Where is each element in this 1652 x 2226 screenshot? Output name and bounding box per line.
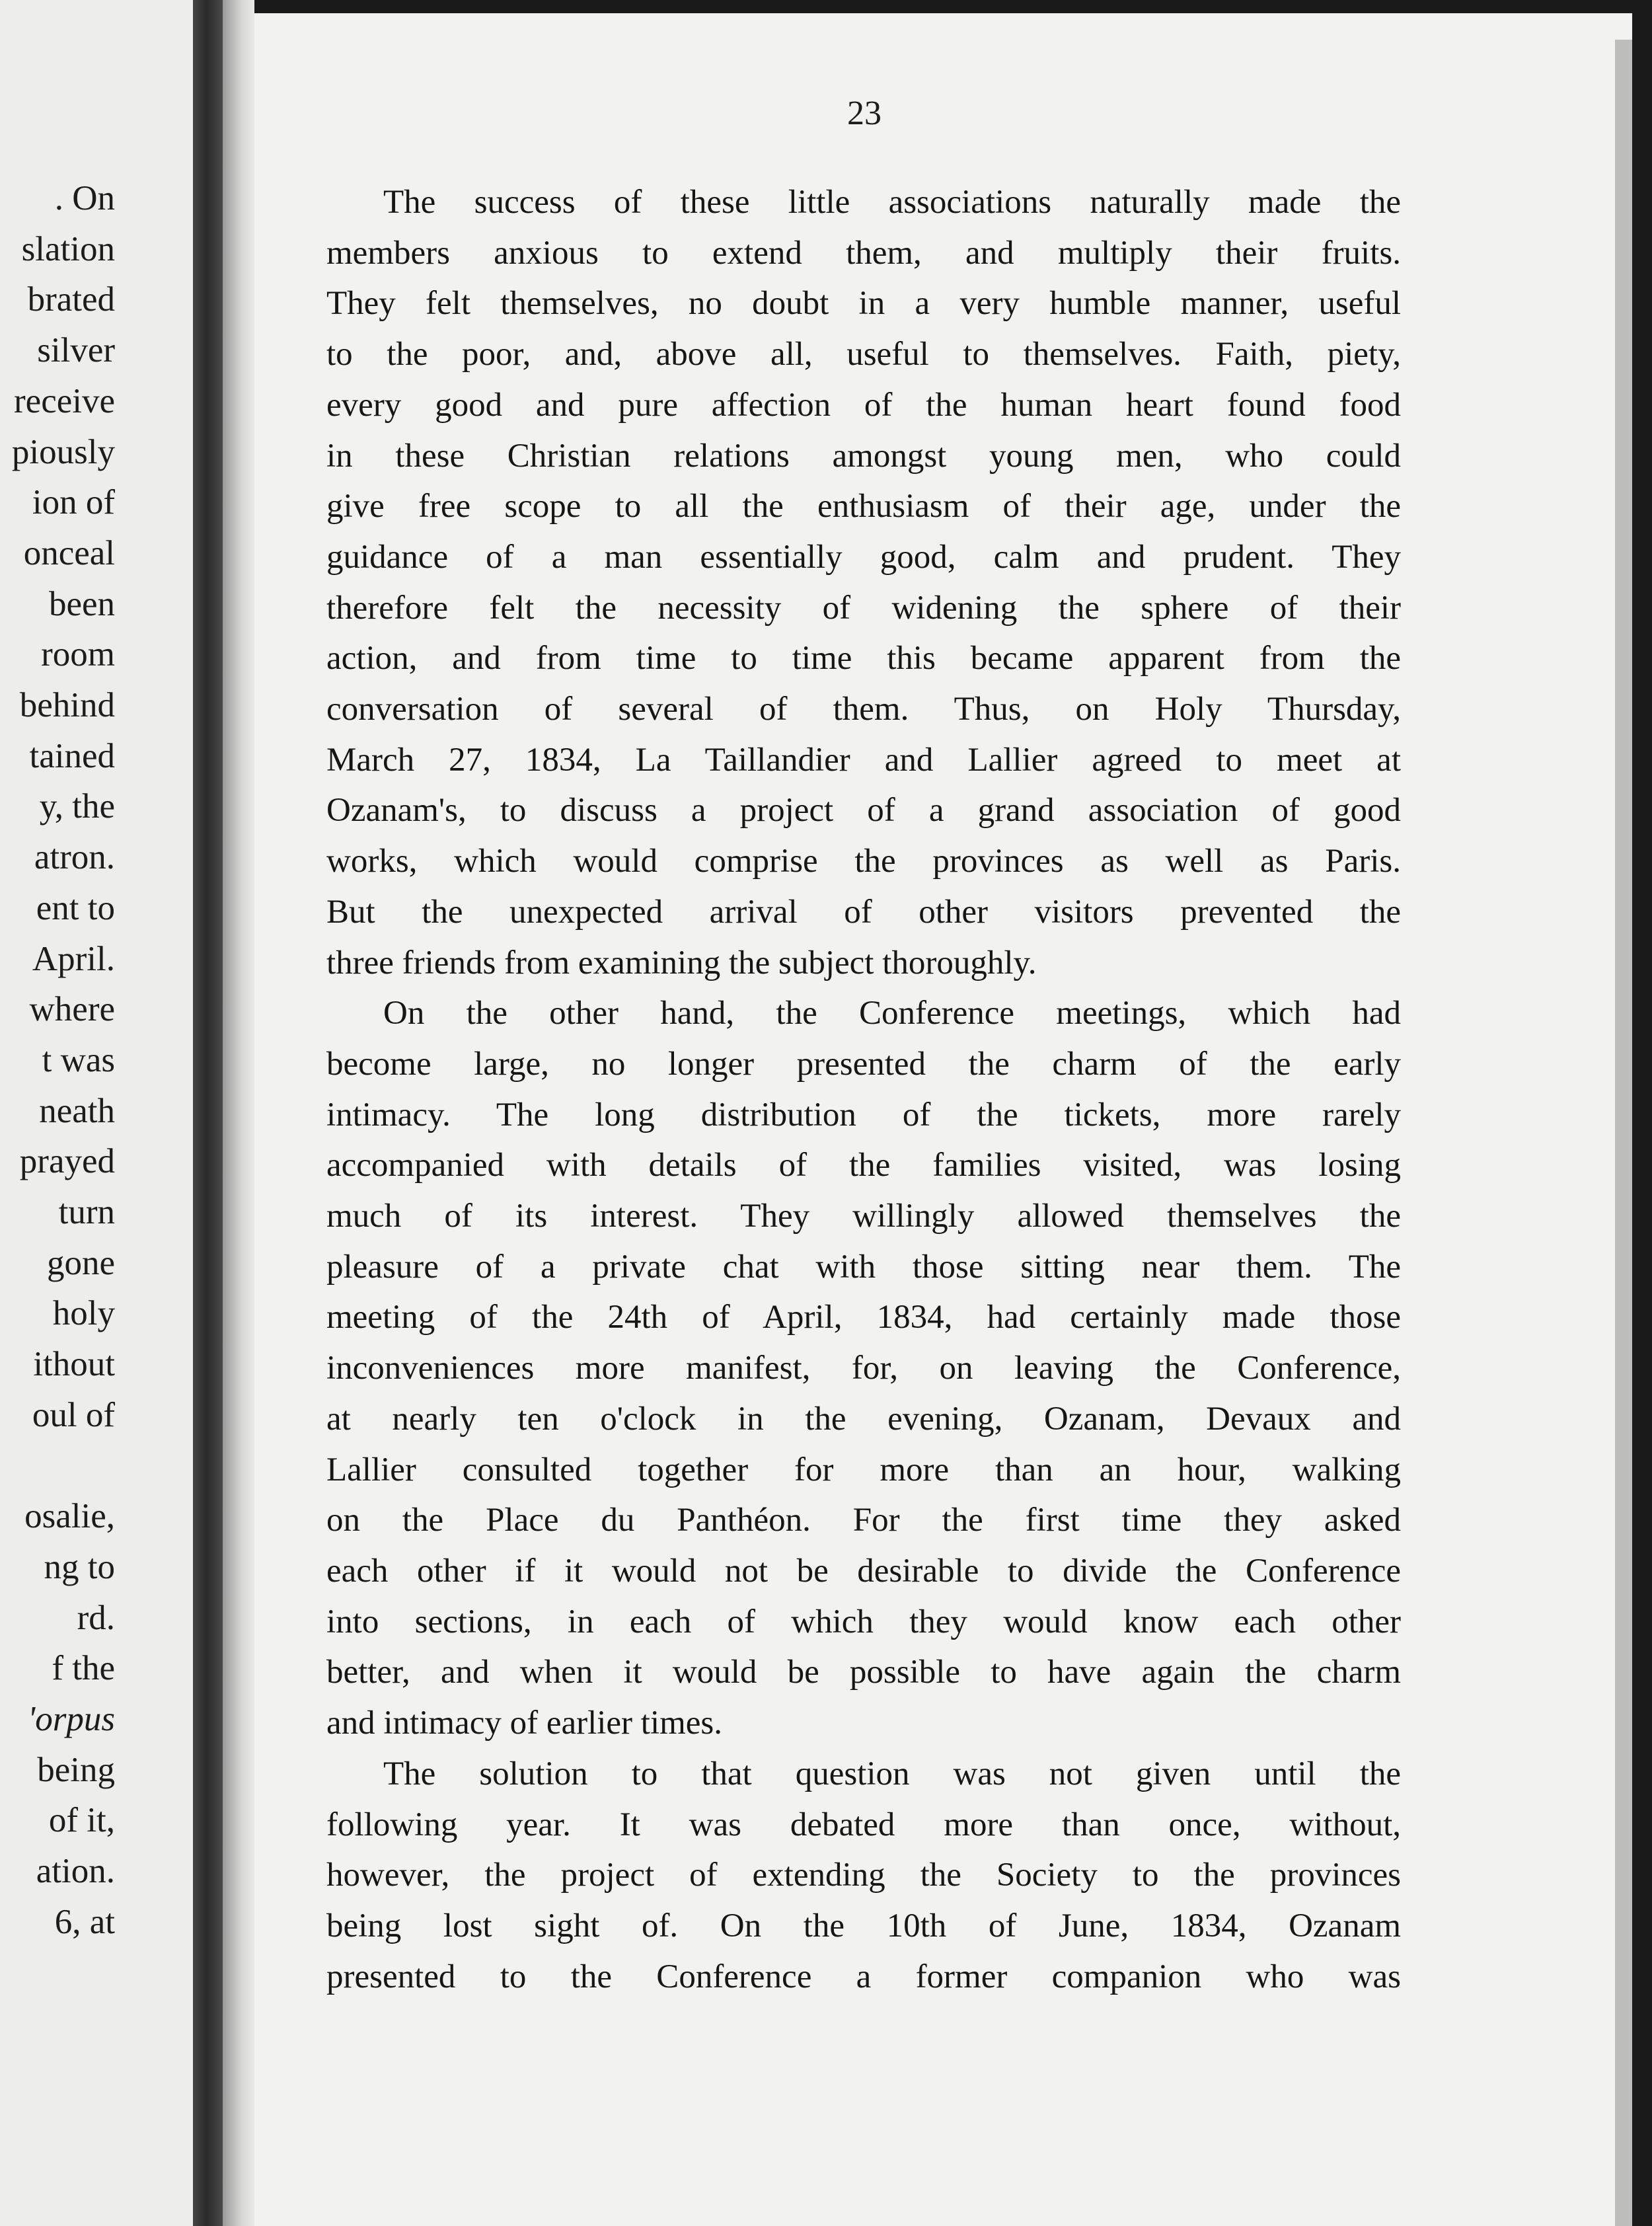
left-page-line: where (29, 990, 115, 1029)
page-edge (1615, 40, 1632, 2226)
left-page-line: ithout (33, 1345, 115, 1384)
text-line: every good and pure affection of the human heart found food (326, 386, 1401, 424)
text-line: into sections, in each of which they would know each other (326, 1603, 1401, 1640)
left-page-line: silver (37, 331, 115, 370)
text-line: better, and when it would be possible to have again the charm (326, 1654, 1401, 1691)
text-line: The solution to that question was not given until the (383, 1755, 1401, 1792)
left-page-line: been (48, 584, 115, 623)
left-page-line: turn (58, 1193, 115, 1232)
left-page-line: prayed (19, 1142, 115, 1181)
page-fold-shadow (223, 0, 254, 2226)
left-page-line: ion of (32, 483, 115, 522)
text-line: to the poor, and, above all, useful to themselves. Faith, piety, (326, 336, 1401, 373)
text-line: works, which would comprise the provinces as well as Paris. (326, 843, 1401, 880)
text-line: at nearly ten o'clock in the evening, Ozanam, Devaux and (326, 1400, 1401, 1438)
left-page-line: y, the (39, 787, 115, 826)
left-page-line: . On (54, 179, 115, 217)
text-line: accompanied with details of the families visited, was losing (326, 1147, 1401, 1184)
left-page-line: tained (29, 736, 115, 775)
left-page-line: ation. (36, 1852, 115, 1891)
left-page-line: f the (52, 1649, 115, 1688)
paragraph (326, 177, 1401, 988)
left-page-line: ent to (36, 888, 115, 927)
left-page-line: osalie, (24, 1497, 115, 1536)
text-line: give free scope to all the enthusiasm of their age, under the (326, 488, 1401, 525)
left-page-line: neath (39, 1091, 115, 1130)
left-page-line: ng to (44, 1547, 115, 1586)
left-page-line: holy (52, 1294, 115, 1333)
text-line: The success of these little associations naturally made the (383, 184, 1401, 221)
text-line: become large, no longer presented the charm of the early (326, 1045, 1401, 1083)
left-page-line: slation (21, 229, 115, 268)
paragraph (326, 988, 1401, 1749)
left-page-line: oul of (32, 1395, 115, 1434)
left-page-line: 6, at (54, 1902, 115, 1941)
text-line: guidance of a man essentially good, calm and prudent. They (326, 538, 1401, 576)
text-line: Ozanam's, to discuss a project of a grand association of good (326, 792, 1401, 829)
text-line: March 27, 1834, La Taillandier and Lallier agreed to meet at (326, 741, 1401, 779)
text-line: following year. It was debated more than once, without, (326, 1806, 1401, 1843)
text-line: inconveniences more manifest, for, on leaving the Conference, (326, 1350, 1401, 1387)
text-line: in these Christian relations amongst young men, who could (326, 437, 1401, 475)
text-line: meeting of the 24th of April, 1834, had certainly made those (326, 1299, 1401, 1336)
text-line: intimacy. The long distribution of the tickets, more rarely (326, 1096, 1401, 1133)
left-page-line: brated (27, 280, 115, 319)
text-line: three friends from examining the subject thoroughly. (326, 944, 1037, 981)
text-line: each other if it would not be desirable to divide the Conference (326, 1552, 1401, 1590)
left-page-line: behind (19, 686, 115, 725)
left-page (0, 0, 193, 2226)
left-page-line: 'orpus (27, 1700, 115, 1739)
text-line: They felt themselves, no doubt in a very humble manner, useful (326, 285, 1401, 323)
text-line: On the other hand, the Conference meetings, which had (383, 995, 1401, 1032)
left-page-line: rd. (77, 1598, 115, 1637)
text-line: being lost sight of. On the 10th of June, 1834, Ozanam (326, 1907, 1401, 1944)
text-line: and intimacy of earlier times. (326, 1705, 723, 1742)
paragraph (326, 1749, 1401, 2003)
left-page-line: being (37, 1750, 115, 1789)
left-page-line: gone (46, 1243, 115, 1282)
text-line: presented to the Conference a former companion who was (326, 1958, 1401, 1995)
left-page-line: of it, (48, 1801, 115, 1840)
text-line: pleasure of a private chat with those sitting near them. The (326, 1248, 1401, 1286)
left-page-line: atron. (34, 838, 115, 877)
left-page-line: piously (11, 432, 115, 471)
text-line: But the unexpected arrival of other visitors prevented the (326, 893, 1401, 931)
text-line: Lallier consulted together for more than an hour, walking (326, 1451, 1401, 1488)
left-page-line: receive (14, 381, 115, 420)
left-page-text (12, 173, 115, 1948)
left-page-line: room (41, 635, 115, 674)
text-line: much of its interest. They willingly allowed themselves the (326, 1198, 1401, 1235)
text-line: on the Place du Panthéon. For the first time they asked (326, 1502, 1401, 1539)
text-line: action, and from time to time this became apparent from the (326, 640, 1401, 677)
text-line: therefore felt the necessity of widening the sphere of their (326, 589, 1401, 627)
left-page-line (12, 1441, 115, 1492)
page-number: 23 (847, 95, 882, 132)
text-line: members anxious to extend them, and multiply their fruits. (326, 234, 1401, 272)
left-page-line: t was (42, 1040, 115, 1079)
book-gutter (193, 0, 223, 2226)
left-page-line: onceal (23, 533, 115, 572)
body-text (326, 177, 1401, 2002)
text-line: however, the project of extending the Society to the provinces (326, 1857, 1401, 1894)
text-line: conversation of several of them. Thus, on Holy Thursday, (326, 691, 1401, 728)
left-page-line: April. (32, 939, 115, 978)
